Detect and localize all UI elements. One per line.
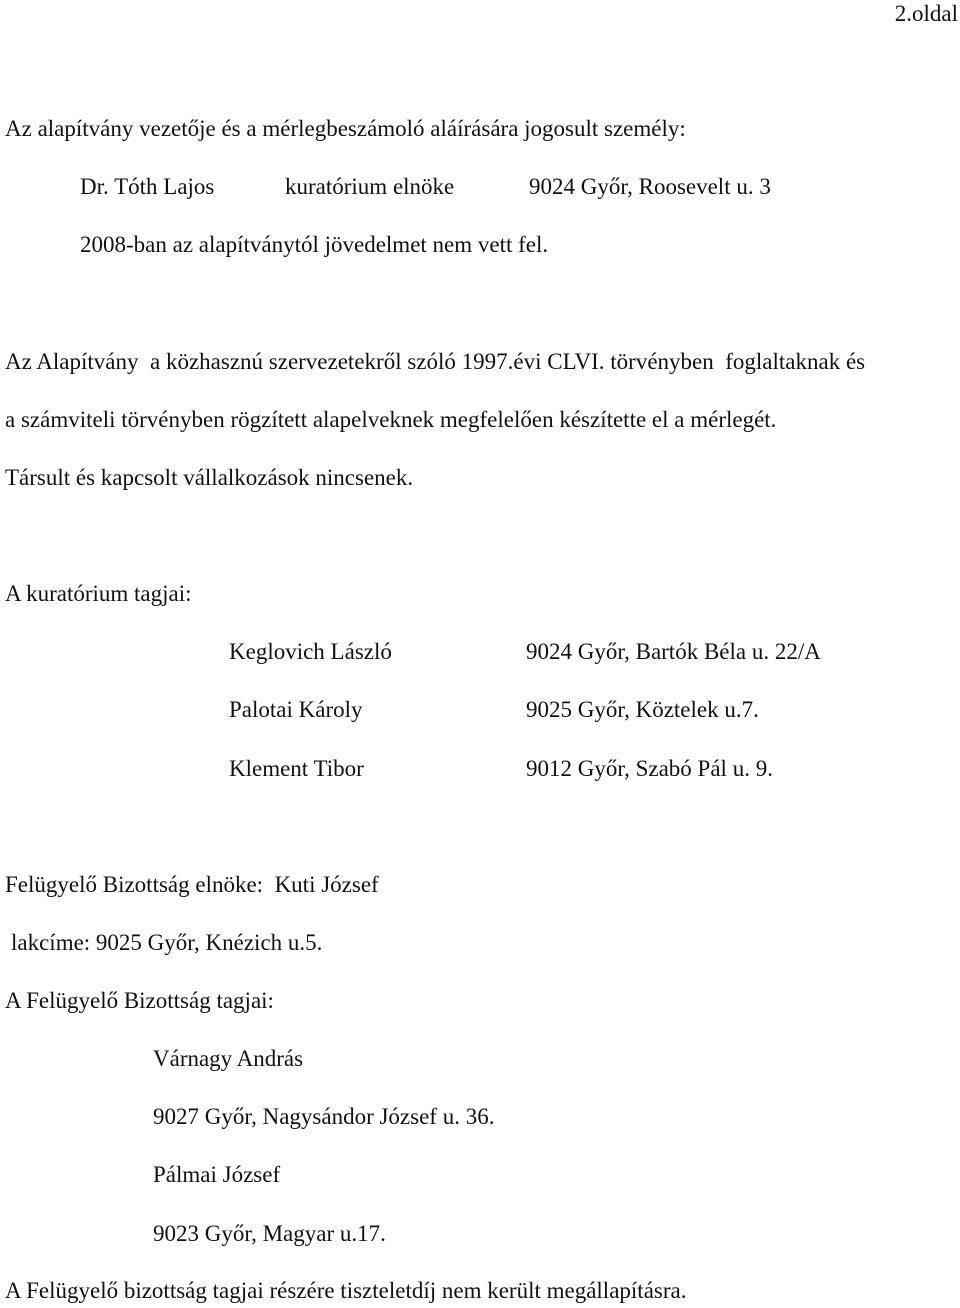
signer-role: kuratórium elnöke bbox=[285, 174, 455, 199]
statement-line-3: Társult és kapcsolt vállalkozások nincsenek. bbox=[5, 465, 414, 490]
supervisory-member-address: 9023 Győr, Magyar u.17. bbox=[153, 1221, 386, 1246]
supervisory-member-address: 9027 Győr, Nagysándor József u. 36. bbox=[153, 1104, 495, 1129]
board-heading: A kuratórium tagjai: bbox=[5, 581, 192, 606]
statement-line-2: a számviteli törvényben rögzített alapelveknek megfelelően készítette el a mérlegét. bbox=[5, 407, 777, 432]
supervisory-chair: Felügyelő Bizottság elnöke: Kuti József bbox=[5, 872, 379, 897]
page-number: 2.oldal bbox=[894, 1, 958, 26]
supervisory-member-name: Várnagy András bbox=[153, 1046, 304, 1071]
statement-line-1: Az Alapítvány a közhasznú szervezetekről szóló 1997.évi CLVI. törvényben foglaltaknak és bbox=[5, 349, 866, 374]
income-note: 2008-ban az alapítványtól jövedelmet nem vett fel. bbox=[80, 232, 549, 257]
board-member-name: Klement Tibor bbox=[229, 756, 364, 781]
supervisory-chair-address: lakcíme: 9025 Győr, Knézich u.5. bbox=[11, 930, 323, 955]
board-member-name: Palotai Károly bbox=[229, 697, 363, 722]
supervisory-member-name: Pálmai József bbox=[153, 1162, 281, 1187]
signer-name: Dr. Tóth Lajos bbox=[80, 174, 215, 199]
board-member-name: Keglovich László bbox=[229, 639, 392, 664]
supervisory-members-heading: A Felügyelő Bizottság tagjai: bbox=[5, 988, 274, 1013]
board-member-address: 9025 Győr, Köztelek u.7. bbox=[526, 697, 759, 722]
signer-heading: Az alapítvány vezetője és a mérlegbeszámoló aláírására jogosult személy: bbox=[5, 116, 686, 141]
board-member-address: 9024 Győr, Bartók Béla u. 22/A bbox=[526, 639, 821, 664]
fee-note: A Felügyelő bizottság tagjai részére tiszteletdíj nem került megállapításra. bbox=[5, 1278, 687, 1303]
signer-address: 9024 Győr, Roosevelt u. 3 bbox=[529, 174, 771, 199]
board-member-address: 9012 Győr, Szabó Pál u. 9. bbox=[526, 756, 773, 781]
